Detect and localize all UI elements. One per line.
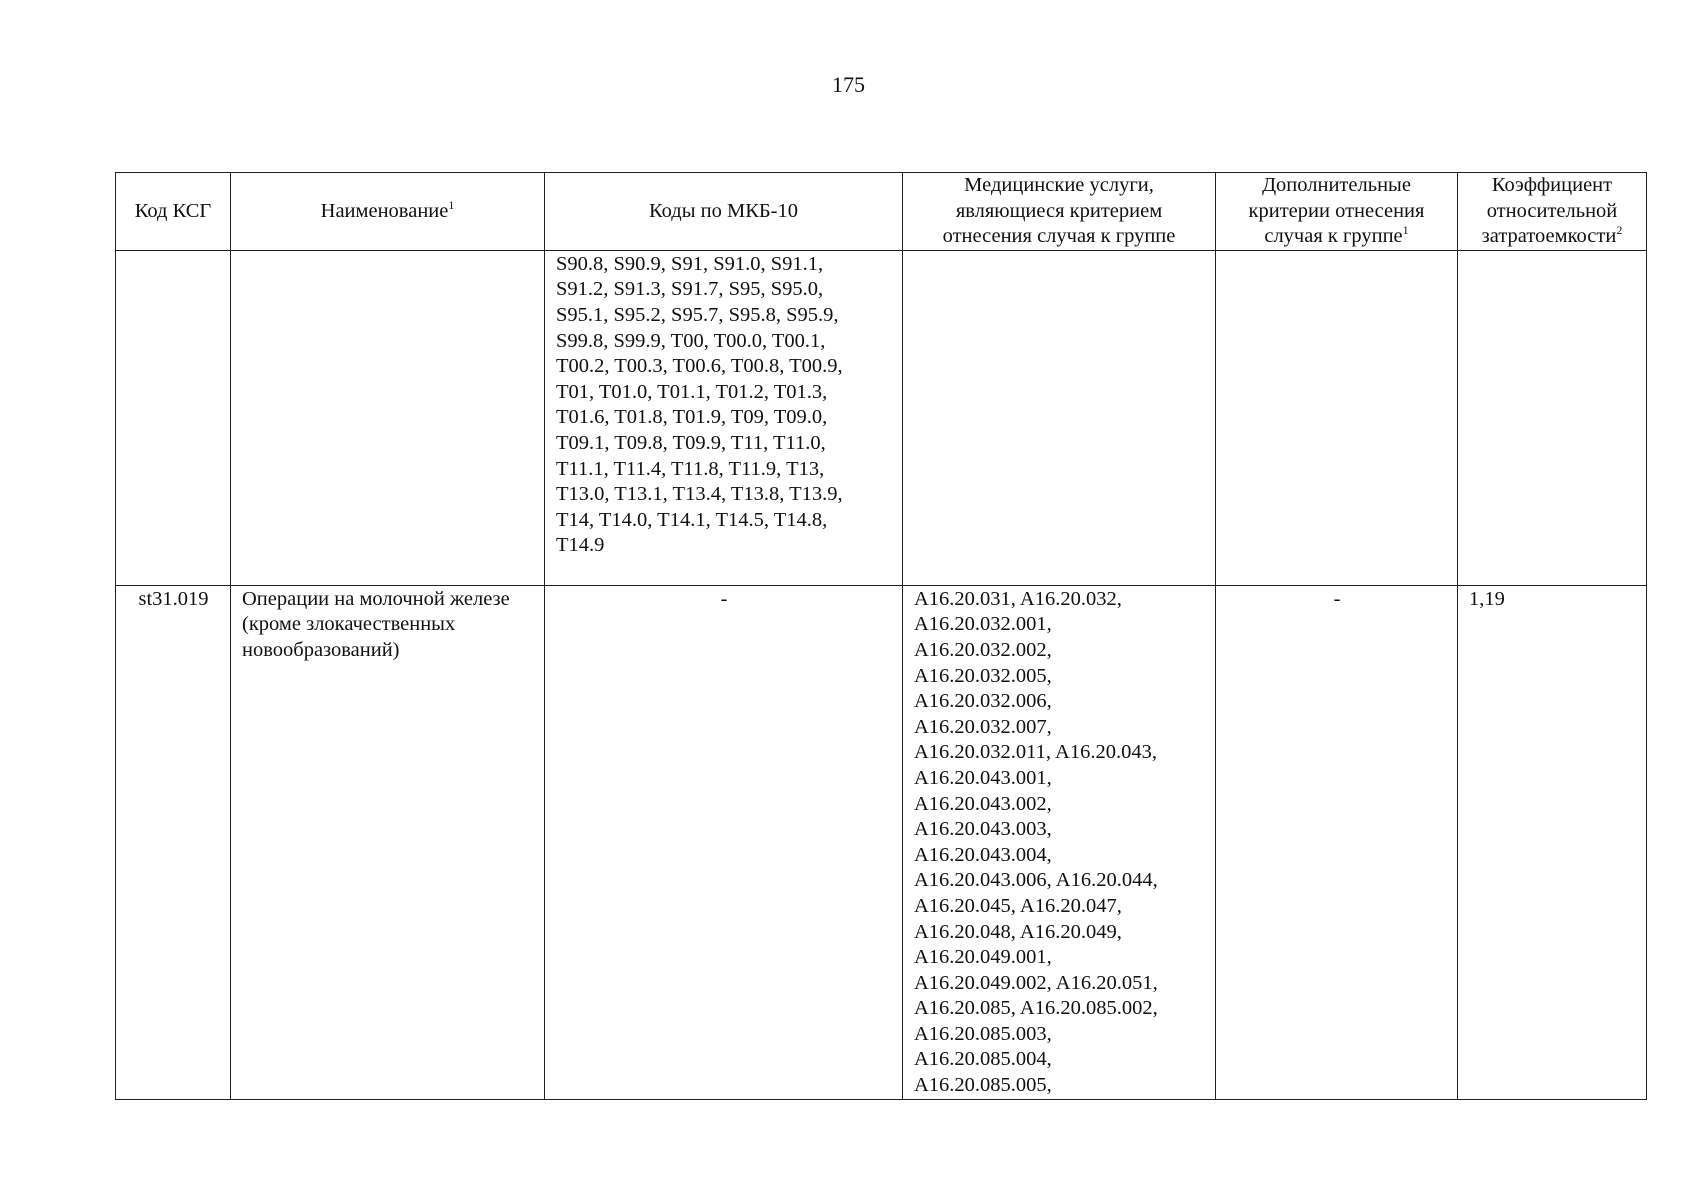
cell-code: st31.019 [116, 585, 231, 1099]
footnote-marker: 2 [1616, 223, 1623, 238]
table-row [116, 585, 1647, 1099]
cell-name: Операции на молочной железе (кроме злокачественных новообразований) [231, 585, 545, 1099]
header-criteria: Дополнительные критерии отнесения случая к группе$^1$ [1216, 173, 1458, 251]
cell-icd-codes: - [545, 585, 903, 1099]
ksg-table [115, 172, 1647, 1100]
header-name: Наименование$^1$ [231, 173, 545, 251]
table-header-row [116, 173, 1647, 251]
cell-coefficient: 1,19 [1458, 585, 1647, 1099]
cell-criteria [1216, 250, 1458, 585]
header-code: Код КСГ [116, 173, 231, 251]
cell-services: A16.20.031, A16.20.032, A16.20.032.001, A16.20.032.002, A16.20.032.005, A16.20.032.006, A16.20.032.007, A16.20.032.011, A16.20.043, A16.20.043.001, A16.20.043.002, A16.20.043.003, A16.20.043.004, A16.20.043.006, A16.20.044, A16.20.045, A16.20.047, A16.20.048, A16.20.049, A16.20.049.001, A16.20.049.002, A16.20.051, A16.20.085, A16.20.085.002, A16.20.085.003, A16.20.085.004, A16.20.085.005, [903, 585, 1216, 1099]
footnote-marker: 1 [1402, 223, 1409, 238]
header-coefficient: Коэффициент относительной затратоемкости$^2$ [1458, 173, 1647, 251]
cell-services [903, 250, 1216, 585]
cell-name [231, 250, 545, 585]
cell-icd-codes: S90.8, S90.9, S91, S91.0, S91.1, S91.2, S91.3, S91.7, S95, S95.0, S95.1, S95.2, S95.7, S95.8, S95.9, S99.8, S99.9, T00, T00.0, T00.1, T00.2, T00.3, T00.6, T00.8, T00.9, T01, T01.0, T01.1, T01.2, T01.3, T01.6, T01.8, T01.9, T09, T09.0, T09.1, T09.8, T09.9, T11, T11.0, T11.1, T11.4, T11.8, T11.9, T13, T13.0, T13.1, T13.4, T13.8, T13.9, T14, T14.0, T14.1, T14.5, T14.8, T14.9 [545, 250, 903, 585]
header-icd: Коды по МКБ-10 [545, 173, 903, 251]
cell-criteria: - [1216, 585, 1458, 1099]
table-row [116, 250, 1647, 585]
page-number: 175 [832, 72, 865, 97]
footnote-marker: 1 [448, 197, 455, 212]
header-services: Медицинские услуги, являющиеся критерием отнесения случая к группе [903, 173, 1216, 251]
cell-code [116, 250, 231, 585]
cell-coefficient [1458, 250, 1647, 585]
